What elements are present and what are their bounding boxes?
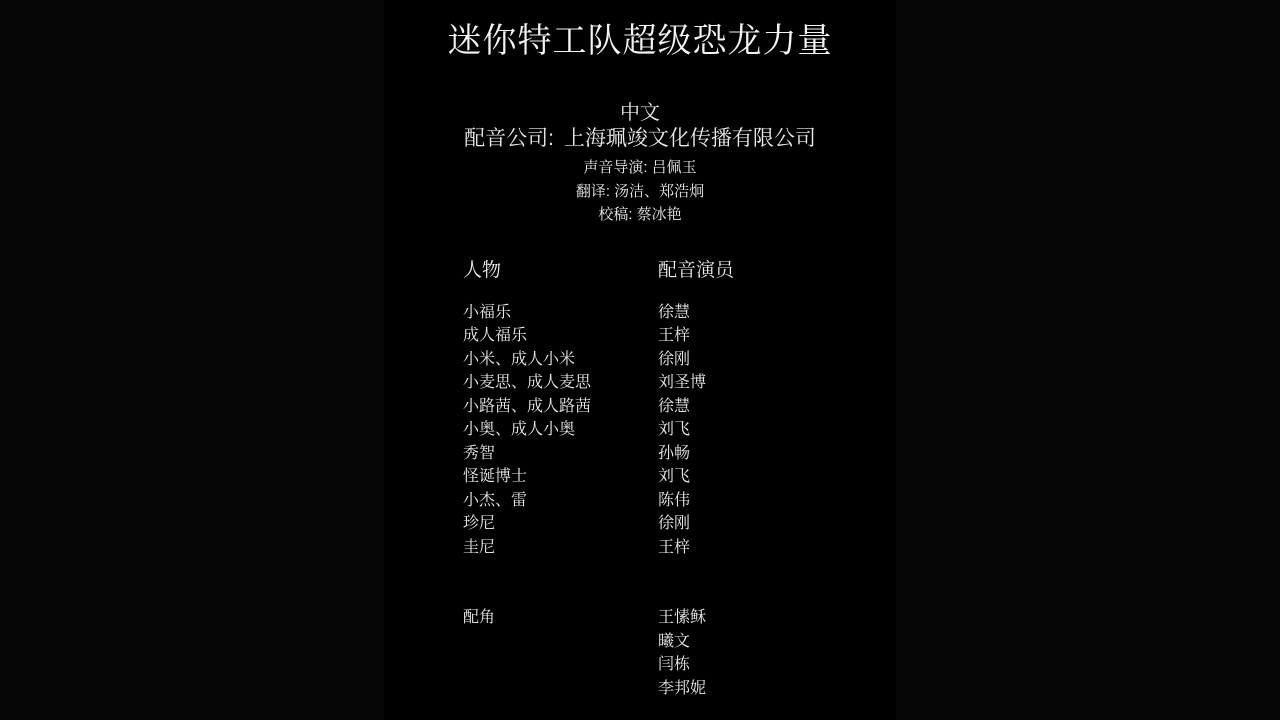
cast-row: [463, 489, 896, 513]
letterbox-bar-right: [896, 0, 1280, 720]
voice-director-line: [384, 156, 896, 180]
cast-list: [384, 258, 896, 701]
character-name: 小杰、雷: [463, 491, 528, 509]
character-name: 怪诞博士: [463, 468, 528, 485]
voice-director-label: 声音导演:: [583, 159, 648, 176]
character-name: 小米、成人小米: [463, 350, 576, 368]
character-name: 珍尼: [463, 515, 496, 532]
actor-name: 刘飞: [658, 468, 691, 485]
cast-row: [463, 348, 896, 372]
character-name: 小路茜、成人路茜: [463, 397, 592, 415]
character-name: 成人福乐: [463, 327, 528, 344]
actor-name: 王梓: [658, 538, 691, 556]
actor-name: 徐刚: [658, 350, 691, 368]
letterbox-bar-left: [0, 0, 384, 720]
cast-list-header: [463, 258, 896, 284]
supporting-role-label: 配角: [463, 609, 496, 626]
supporting-actor-name: 闫栋: [658, 656, 691, 673]
actor-name: 徐慧: [658, 397, 691, 415]
character-name: 小麦思、成人麦思: [463, 374, 592, 391]
language-label: 中文: [620, 102, 660, 124]
supporting-cast-row: [463, 653, 896, 677]
cast-row: [463, 512, 896, 536]
actor-name: 刘飞: [658, 421, 691, 438]
character-name: 秀智: [463, 444, 496, 462]
actor-column-header: 配音演员: [658, 259, 735, 281]
actor-name: 刘圣博: [658, 374, 707, 391]
supporting-cast-section: [463, 606, 896, 700]
translator-line: [384, 180, 896, 204]
character-name: 小奥、成人小奥: [463, 421, 576, 438]
cast-row: [463, 442, 896, 466]
actor-name: 陈伟: [658, 491, 691, 509]
proofreader-name: 蔡冰艳: [636, 206, 682, 223]
credits-card: [384, 0, 896, 720]
show-title: 迷你特工队超级恐龙力量: [447, 22, 833, 60]
supporting-actor-name: 曦文: [658, 632, 691, 650]
actor-name: 徐慧: [658, 303, 691, 321]
actor-name: 孙畅: [658, 444, 691, 462]
supporting-actor-name: 李邦妮: [658, 679, 707, 697]
character-name: 小福乐: [463, 303, 512, 321]
cast-rows: [463, 301, 896, 560]
cast-row: [463, 418, 896, 442]
character-name: 圭尼: [463, 538, 496, 556]
translator-names: 汤洁、郑浩炯: [614, 182, 705, 200]
cast-row: [463, 465, 896, 489]
actor-name: 徐刚: [658, 515, 691, 532]
cast-row: [463, 324, 896, 348]
dubbing-company-label: 配音公司:: [464, 127, 554, 150]
proofreader-label: 校稿:: [598, 206, 633, 223]
translator-label: 翻译:: [575, 182, 611, 200]
supporting-cast-row: [463, 677, 896, 701]
character-column-header: 人物: [463, 259, 502, 281]
supporting-cast-row: [463, 630, 896, 654]
cast-row: [463, 395, 896, 419]
dubbing-company-name: 上海珮竣文化传播有限公司: [563, 127, 816, 150]
cast-row: [463, 301, 896, 325]
cast-row: [463, 371, 896, 395]
dubbing-company-line: [384, 126, 896, 152]
proofreader-line: [384, 203, 896, 227]
actor-name: 王梓: [658, 327, 691, 344]
voice-director-name: 吕佩玉: [651, 159, 697, 176]
cast-row: [463, 536, 896, 560]
supporting-cast-row: [463, 606, 896, 630]
supporting-actor-name: 王愫稣: [658, 609, 707, 626]
